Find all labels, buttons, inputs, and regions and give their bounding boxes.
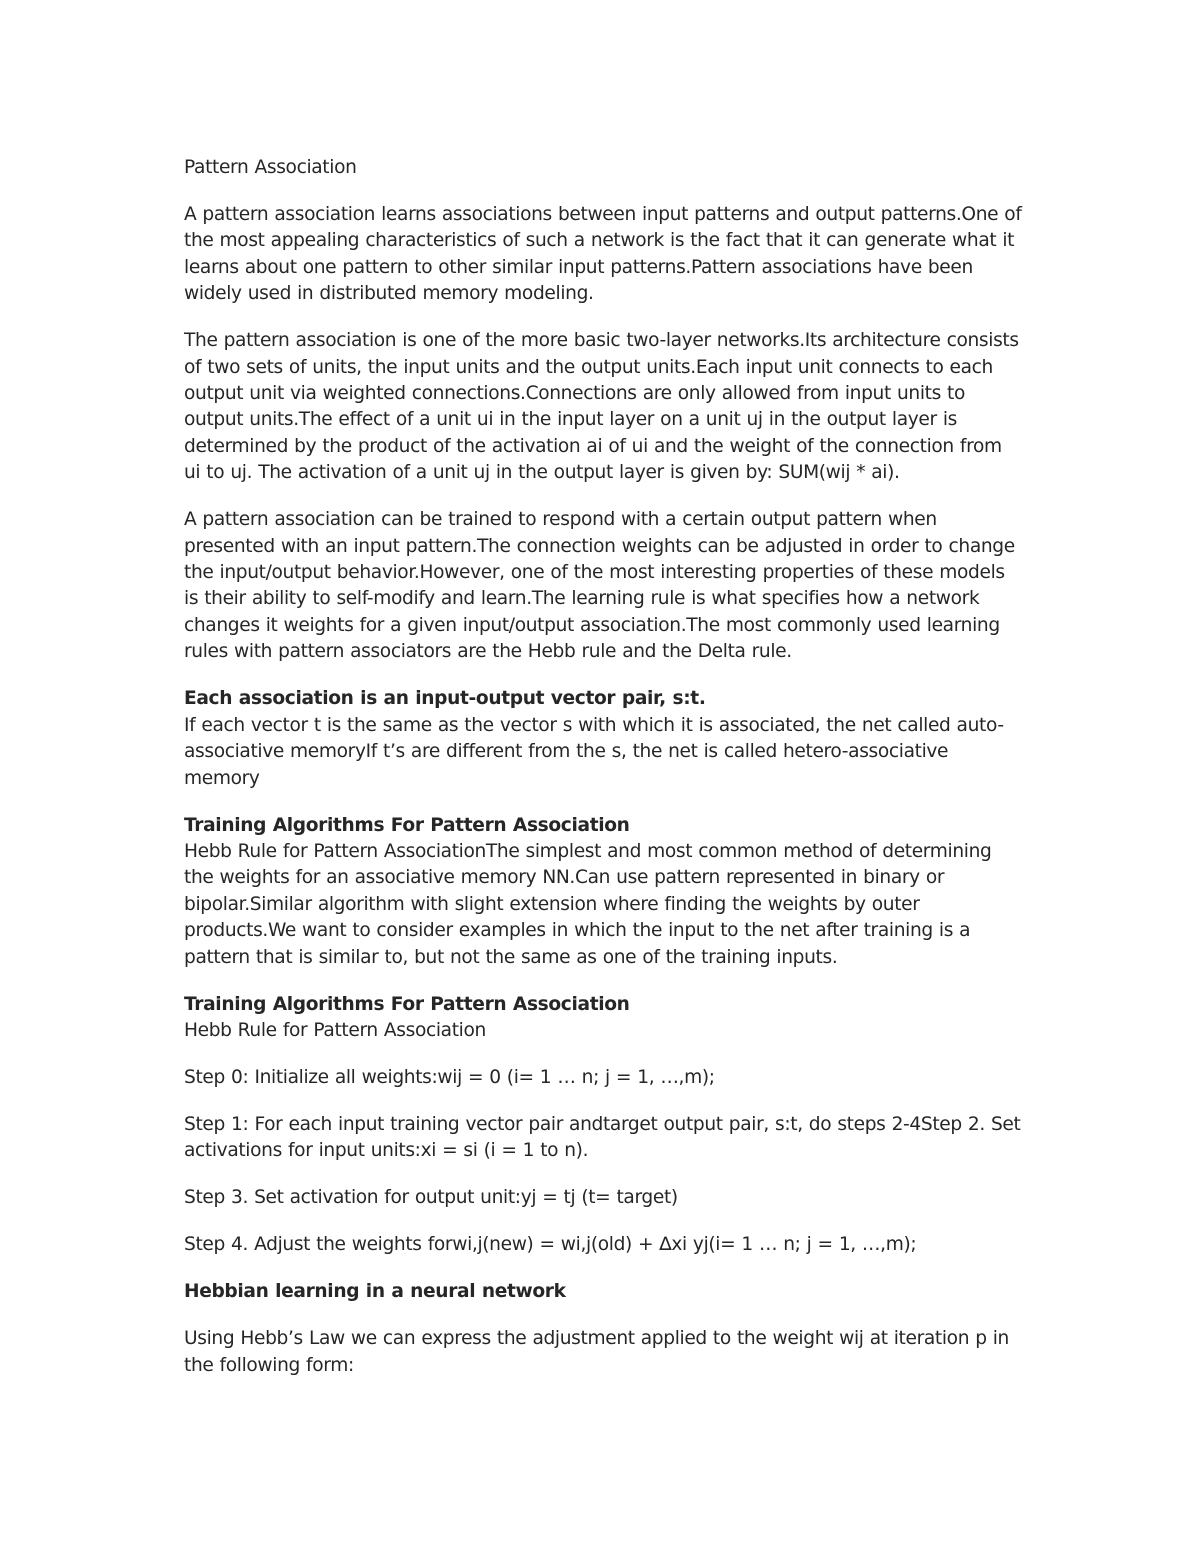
hebb-rule-label: Hebb Rule for Pattern Association	[184, 1019, 486, 1041]
paragraph-architecture: The pattern association is one of the more basic two-layer networks.Its architecture consists of two sets of units, the input units and the output units.Each input unit connects to each output unit via weighted connections.Connections are only allowed from input units to output units.The effect of a unit ui in the input layer on a unit uj in the output layer is determined by the product of the activation ai of ui and the weight of the connection from ui to uj. The activation of a unit uj in the output layer is given by: SUM(wij * ai).	[184, 330, 1019, 484]
heading-vector-pair: Each association is an input-output vector pair, s:t.	[184, 688, 706, 710]
heading-training-algorithms-1: Training Algorithms For Pattern Association	[184, 814, 630, 836]
step-0: Step 0: Initialize all weights:wij = 0 (i= 1 … n; j = 1, …,m);	[184, 1066, 715, 1088]
paragraph-intro: A pattern association learns associations between input patterns and output patterns.One of the most appealing characteristics of such a network is the fact that it can generate what it learns about one pattern to other similar input patterns.Pattern associations have been widely used in distributed memory modeling.	[184, 204, 1022, 305]
paragraph-auto-hetero: If each vector t is the same as the vector s with which it is associated, the net called auto-associative memoryIf t’s are different from the s, the net is called hetero-associative memory	[184, 714, 1004, 789]
step-4: Step 4. Adjust the weights forwi,j(new) = wi,j(old) + ∆xi yj(i= 1 … n; j = 1, …,m);	[184, 1234, 917, 1256]
step-1: Step 1: For each input training vector pair andtarget output pair, s:t, do steps 2-4Step 2. Set activations for input units:xi = si (i = 1 to n).	[184, 1113, 1021, 1162]
step-3: Step 3. Set activation for output unit:yj = tj (t= target)	[184, 1187, 678, 1209]
heading-hebbian-learning: Hebbian learning in a neural network	[184, 1281, 566, 1303]
paragraph-hebb-rule: Hebb Rule for Pattern AssociationThe simplest and most common method of determining the weights for an associative memory NN.Can use pattern represented in binary or bipolar.Similar algorithm with slight extension where finding the weights by outer products.We want to consider examples in which the input to the net after training is a pattern that is similar to, but not the same as one of the training inputs.	[184, 840, 992, 968]
document-page	[184, 155, 1024, 1379]
paragraph-hebbs-law: Using Hebb’s Law we can express the adjustment applied to the weight wij at iteration p in the following form:	[184, 1328, 1009, 1376]
paragraph-training: A pattern association can be trained to respond with a certain output pattern when presented with an input pattern.The connection weights can be adjusted in order to change the input/output behavior.However, one of the most interesting properties of these models is their ability to self-modify and learn.The learning rule is what specifies how a network changes it weights for a given input/output association.The most commonly used learning rules with pattern associators are the Hebb rule and the Delta rule.	[184, 509, 1015, 663]
document-title: Pattern Association	[184, 157, 357, 178]
heading-training-algorithms-2: Training Algorithms For Pattern Association	[184, 993, 630, 1015]
